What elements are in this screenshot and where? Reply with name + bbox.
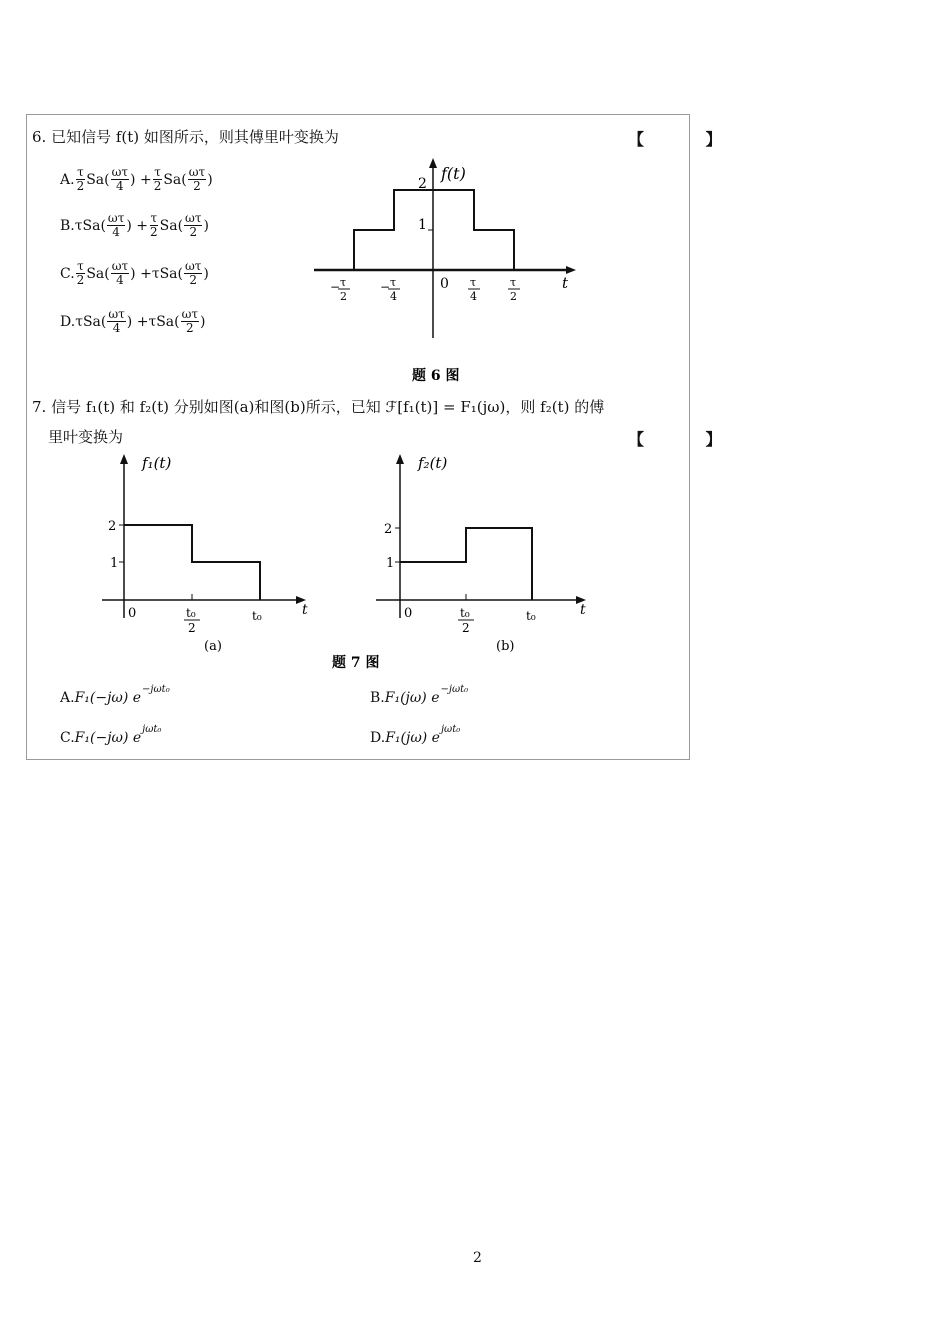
option-exponent: −jωt₀ <box>440 683 469 695</box>
q7a-xlabel: t <box>302 602 308 618</box>
option-text: ) + <box>126 313 149 330</box>
option-letter: D. <box>370 730 386 746</box>
option-text: ) + <box>130 265 152 282</box>
q7-option-a[interactable] <box>60 683 170 706</box>
option-coefficient: $\frac{\tau}{2}$ <box>153 165 162 193</box>
q7a-ytick-label-2: 2 <box>108 519 117 534</box>
option-exponent: jωt₀ <box>440 723 461 735</box>
option-argument: $\frac{\omega\tau}{2}$ <box>181 307 199 335</box>
option-text: Sa( <box>86 265 110 282</box>
q7b-xlabel: t <box>580 602 586 618</box>
option-coefficient: $\frac{\tau}{2}$ <box>76 165 85 193</box>
option-body: F₁(jω) e <box>385 730 440 746</box>
option-text: Sa( <box>159 265 183 282</box>
q6-xtick-neg-half-sign: − <box>330 280 341 294</box>
q6-answer-bracket: 【 】 <box>628 130 750 149</box>
option-exponent: −jωt₀ <box>142 683 170 695</box>
q7b-xtick-end: t₀ <box>526 609 536 623</box>
q7a-xtick-half-den: 2 <box>188 621 196 635</box>
option-text: Sa( <box>82 313 107 330</box>
option-text: Sa( <box>86 171 110 188</box>
option-text: D. <box>60 313 76 330</box>
q6-signal <box>354 190 514 270</box>
option-text: ) <box>207 171 213 188</box>
option-argument: $\frac{\omega\tau}{4}$ <box>111 165 129 193</box>
option-body: F₁(jω) e <box>384 690 440 706</box>
q7-option-c[interactable] <box>60 723 162 746</box>
q6-xtick-neg-quarter-den: 4 <box>390 290 397 303</box>
option-coefficient: τ <box>74 217 83 234</box>
q7a-origin: 0 <box>128 606 137 621</box>
q6-figure-caption: 题 6 图 <box>412 368 460 384</box>
page-number: 2 <box>473 1250 482 1266</box>
q7a-ylabel: f₁(t) <box>142 454 172 472</box>
option-text: ) <box>203 265 209 282</box>
q6-x-arrow <box>566 266 576 274</box>
q6-xtick-neg-quarter-num: τ <box>390 276 397 289</box>
q7a-xtick-half-num: t₀ <box>186 606 196 620</box>
option-text: ) <box>203 217 209 234</box>
option-text: ) + <box>130 171 152 188</box>
q7b-xtick-half-den: 2 <box>462 621 470 635</box>
option-text: Sa( <box>163 171 187 188</box>
option-argument: $\frac{\omega\tau}{4}$ <box>107 211 125 239</box>
q6-xtick-neg-half-num: τ <box>340 276 347 289</box>
q7a-y-arrow <box>120 454 128 464</box>
option-coefficient: τ <box>151 265 160 282</box>
q7b-signal <box>400 528 532 600</box>
option-argument: $\frac{\omega\tau}{4}$ <box>108 307 125 335</box>
q7-answer-bracket: 【 】 <box>628 430 750 449</box>
option-text: Sa( <box>156 313 180 330</box>
q6-xtick-quarter-den: 4 <box>470 290 477 303</box>
option-argument: $\frac{\omega\tau}{2}$ <box>185 211 202 239</box>
option-text: C. <box>60 265 75 282</box>
q6-y-arrow <box>429 158 437 168</box>
option-letter: B. <box>370 690 385 706</box>
q7b-ytick-label-1: 1 <box>386 556 395 571</box>
option-text: ) <box>200 313 206 330</box>
q7b-ylabel: f₂(t) <box>418 454 448 472</box>
option-coefficient: $\frac{\tau}{2}$ <box>76 259 85 287</box>
q6-xtick-half-den: 2 <box>510 290 517 303</box>
q6-ytick-label-2: 2 <box>418 176 427 192</box>
q7b-origin: 0 <box>404 606 413 621</box>
option-text: Sa( <box>159 217 184 234</box>
q7a-ytick-label-1: 1 <box>110 556 119 571</box>
q7-stem-line2: 里叶变换为 <box>48 428 124 446</box>
option-argument: $\frac{\omega\tau}{2}$ <box>184 259 202 287</box>
q7-stem-line1: 7. 信号 f₁(t) 和 f₂(t) 分别如图(a)和图(b)所示，已知 ℱ[f₁(t)] = F₁(jω)，则 f₂(t) 的傅 <box>32 398 605 416</box>
q6-ytick-label-1: 1 <box>418 217 427 233</box>
q6-ylabel: f(t) <box>441 164 466 183</box>
option-body: F₁(−jω) e <box>74 730 142 746</box>
q7-option-d[interactable] <box>370 723 461 746</box>
q6-xtick-quarter-num: τ <box>470 276 477 289</box>
option-argument: $\frac{\omega\tau}{4}$ <box>111 259 129 287</box>
option-letter: C. <box>60 730 75 746</box>
option-body: F₁(−jω) e <box>74 690 142 706</box>
q7a-signal <box>124 525 260 600</box>
q7b-y-arrow <box>396 454 404 464</box>
option-coefficient: τ <box>148 313 157 330</box>
q6-stem: 6. 已知信号 f(t) 如图所示，则其傅里叶变换为 <box>32 128 339 146</box>
q6-xtick-neg-half-den: 2 <box>340 290 347 303</box>
option-text: ) + <box>126 217 148 234</box>
q7-figures <box>0 450 950 680</box>
q6-xlabel: t <box>562 274 569 292</box>
q6-xtick-neg-quarter-sign: − <box>380 280 391 294</box>
q7b-xtick-half-num: t₀ <box>460 606 470 620</box>
option-text: B. <box>60 217 75 234</box>
option-text: Sa( <box>82 217 106 234</box>
q7-option-b[interactable] <box>370 683 469 706</box>
q7a-xtick-end: t₀ <box>252 609 262 623</box>
q7-figure-caption: 题 7 图 <box>332 655 380 671</box>
option-exponent: jωt₀ <box>142 723 162 735</box>
q6-xtick-half-num: τ <box>510 276 517 289</box>
q7a-sublabel: (a) <box>204 639 222 654</box>
option-argument: $\frac{\omega\tau}{2}$ <box>188 165 206 193</box>
option-coefficient: τ <box>75 313 83 330</box>
option-coefficient: $\frac{\tau}{2}$ <box>150 211 158 239</box>
option-letter: A. <box>60 690 75 706</box>
option-text: A. <box>60 171 75 188</box>
q6-origin-label: 0 <box>440 276 449 292</box>
q7b-ytick-label-2: 2 <box>384 522 393 537</box>
q7b-sublabel: (b) <box>496 639 515 654</box>
